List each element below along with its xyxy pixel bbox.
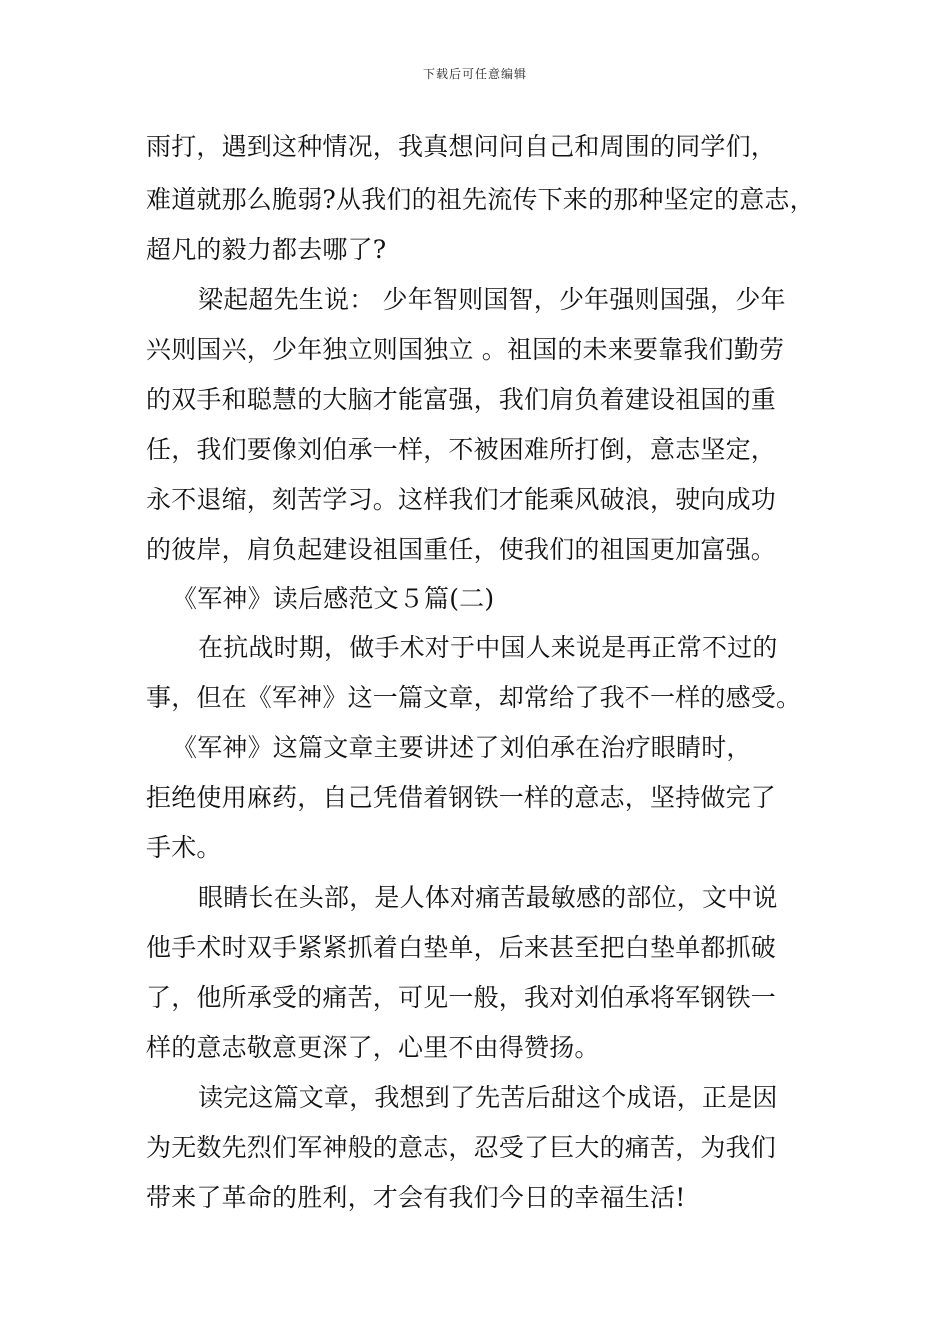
text-line: 带来了革命的胜利，才会有我们今日的幸福生活! xyxy=(146,1183,686,1212)
text-line: 的双手和聪慧的大脑才能富强，我们肩负着建设祖国的重 xyxy=(146,385,777,414)
text-line: 梁起超先生说： 少年智则国智，少年强则国强，少年 xyxy=(198,285,786,314)
text-line: 任，我们要像刘伯承一样，不被困难所打倒，意志坚定， xyxy=(146,435,777,464)
text-line: 永不退缩，刻苦学习。这样我们才能乘风破浪，驶向成功 xyxy=(146,485,777,514)
text-line: 拒绝使用麻药，自己凭借着钢铁一样的意志，坚持做完了 xyxy=(146,783,777,812)
text-line: 手术。 xyxy=(146,833,222,862)
text-line: 为无数先烈们军神般的意志，忍受了巨大的痛苦，为我们 xyxy=(146,1133,777,1162)
text-line: 雨打，遇到这种情况，我真想问问自己和周围的同学们， xyxy=(146,132,777,161)
text-line: 眼睛长在头部，是人体对痛苦最敏感的部位，文中说 xyxy=(198,883,778,912)
text-line: 他手术时双手紧紧抓着白垫单，后来甚至把白垫单都抓破 xyxy=(146,933,777,962)
text-line: 读完这篇文章，我想到了先苦后甜这个成语，正是因 xyxy=(198,1083,778,1112)
text-line: 超凡的毅力都去哪了? xyxy=(146,235,387,264)
text-line: 的彼岸，肩负起建设祖国重任，使我们的祖国更加富强。 xyxy=(146,535,777,564)
section-title: 《军神》读后感范文５篇(二) xyxy=(172,584,495,613)
text-line: 样的意志敬意更深了，心里不由得赞扬。 xyxy=(146,1033,600,1062)
text-line: 了，他所承受的痛苦，可见一般，我对刘伯承将军钢铁一 xyxy=(146,983,777,1012)
page-header: 下载后可任意编辑 xyxy=(422,67,527,81)
text-line: 难道就那么脆弱?从我们的祖先流传下来的那种坚定的意志， xyxy=(146,185,815,214)
text-line: 《军神》这篇文章主要讲述了刘伯承在治疗眼睛时， xyxy=(172,733,752,762)
text-line: 兴则国兴，少年独立则国独立 。祖国的未来要靠我们勤劳 xyxy=(146,335,785,364)
text-line: 事，但在《军神》这一篇文章，却常给了我不一样的感受。 xyxy=(146,683,802,712)
text-line: 在抗战时期，做手术对于中国人来说是再正常不过的 xyxy=(198,633,778,662)
